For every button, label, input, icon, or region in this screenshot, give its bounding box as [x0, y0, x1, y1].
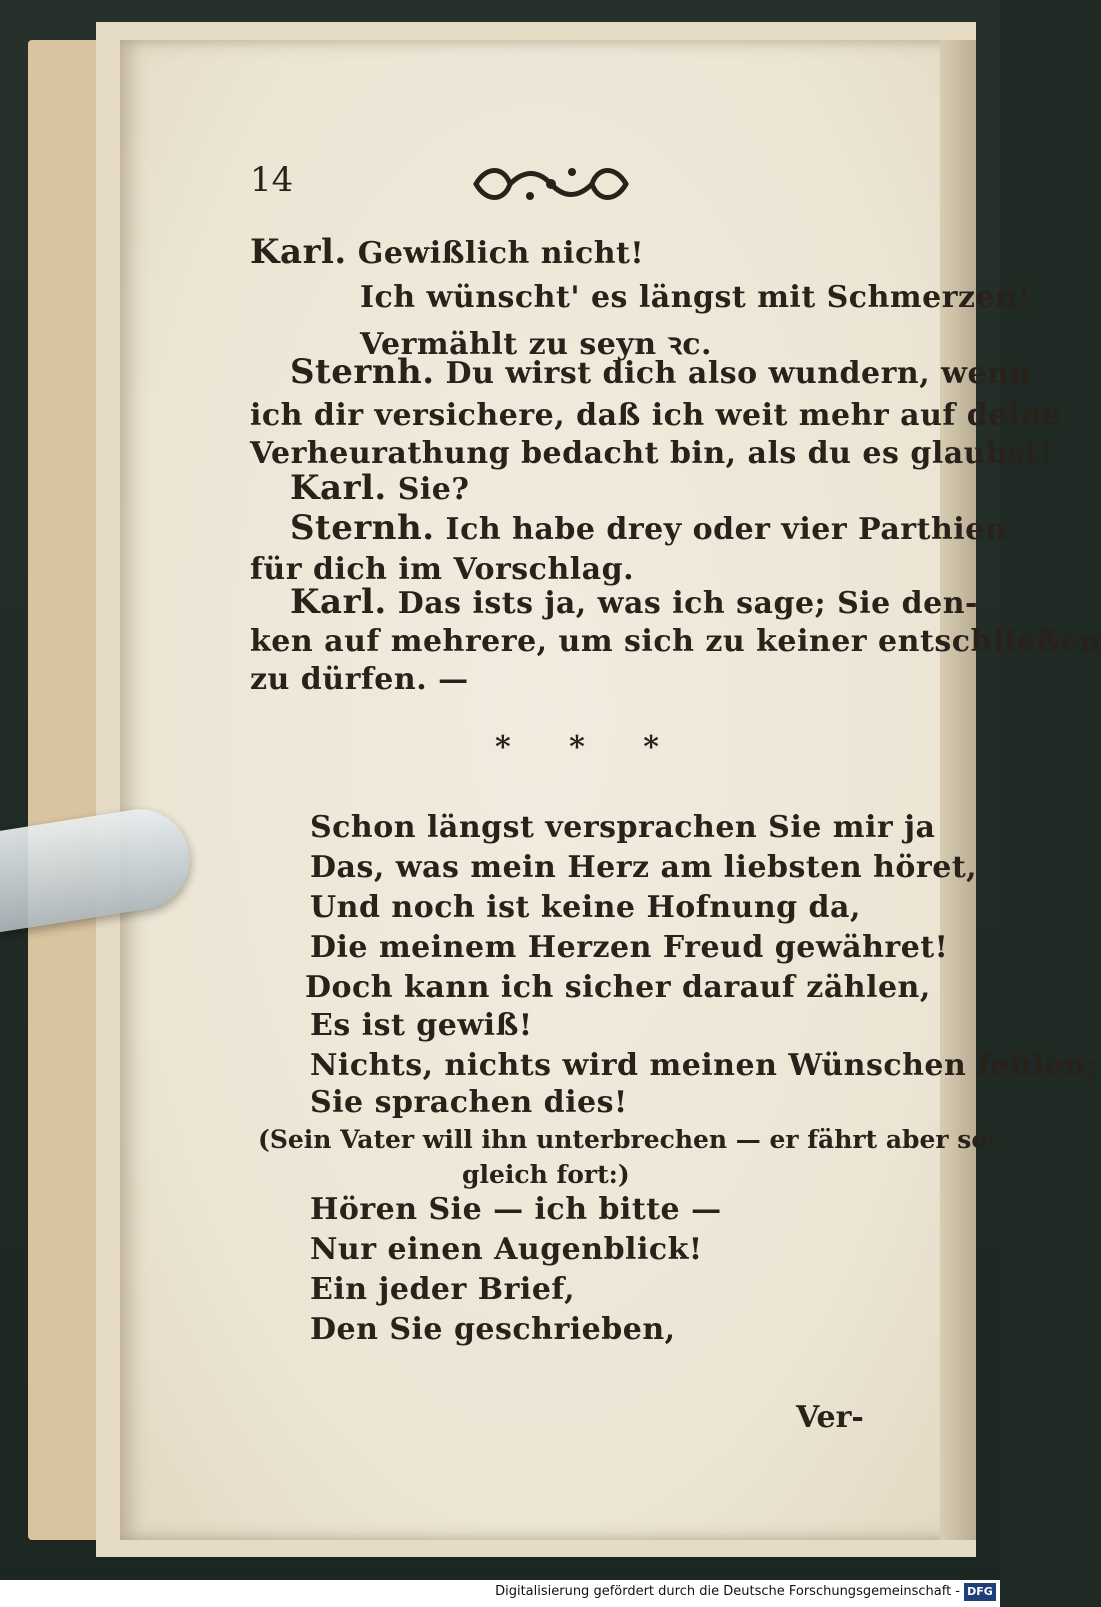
dialogue-line: Vermählt zu seyn ꝛc.	[360, 327, 712, 362]
verse-line: Nichts, nichts wird meinen Wünschen fehlen;	[310, 1048, 1098, 1083]
footer-bar	[0, 1580, 1000, 1607]
verse-line: Das, was mein Herz am liebsten höret,	[310, 850, 978, 885]
dialogue-line: Verheurathung bedacht bin, als du es glaubst!	[250, 436, 1053, 471]
stage-direction: (Sein Vater will ihn unterbrechen — er fährt aber so-	[258, 1125, 999, 1154]
dialogue-line: Ich wünscht' es längst mit Schmerzen!	[360, 280, 1032, 315]
line-text: Gewißlich nicht!	[357, 236, 645, 271]
verse-line: Es ist gewiß!	[310, 1008, 533, 1043]
verse-line: Schon längst versprachen Sie mir ja	[310, 810, 936, 845]
speaker-name: Karl.	[290, 582, 387, 622]
speaker-name: Sternh.	[290, 508, 435, 548]
page-number: 14	[250, 160, 294, 200]
line-text: Sie?	[397, 472, 470, 507]
speaker-name: Karl.	[250, 232, 347, 272]
dialogue-line	[290, 508, 1007, 548]
line-text: Ich habe drey oder vier Parthien	[445, 512, 1008, 547]
dialogue-line: ich dir versichere, daß ich weit mehr auf deine	[250, 398, 1062, 433]
dialogue-line: zu dürfen. —	[250, 662, 469, 697]
dialogue-line	[250, 232, 644, 272]
dialogue-line: ken auf mehrere, um sich zu keiner entschließen	[250, 624, 1101, 659]
verse-line: Sie sprachen dies!	[310, 1085, 628, 1120]
speaker-name: Sternh.	[290, 352, 435, 392]
dfg-logo-icon: DFG	[964, 1583, 996, 1601]
verse-line: Hören Sie — ich bitte —	[310, 1192, 722, 1227]
verse-line: Den Sie geschrieben,	[310, 1312, 676, 1347]
verse-line: Ein jeder Brief,	[310, 1272, 576, 1307]
verse-line: Die meinem Herzen Freud gewähret!	[310, 930, 949, 965]
line-text: Das ists ja, was ich sage; Sie den-	[397, 586, 978, 621]
dialogue-line: für dich im Vorschlag.	[250, 552, 635, 587]
verse-line: Und noch ist keine Hofnung da,	[310, 890, 861, 925]
verse-line: Doch kann ich sicher darauf zählen,	[305, 970, 931, 1005]
dialogue-line	[290, 582, 978, 622]
speaker-name: Karl.	[290, 468, 387, 508]
ornament-icon	[466, 160, 636, 208]
catchword: Ver-	[796, 1400, 864, 1435]
stage-direction: gleich fort:)	[462, 1160, 630, 1189]
line-text: Du wirst dich also wundern, wenn	[445, 356, 1032, 391]
dialogue-line	[290, 352, 1032, 392]
section-stars: * * *	[495, 730, 683, 765]
dialogue-line	[290, 468, 469, 508]
verse-line: Nur einen Augenblick!	[310, 1232, 703, 1267]
funding-credit: Digitalisierung gefördert durch die Deutsche Forschungsgemeinschaft -	[495, 1584, 960, 1599]
page-gutter	[940, 40, 976, 1540]
